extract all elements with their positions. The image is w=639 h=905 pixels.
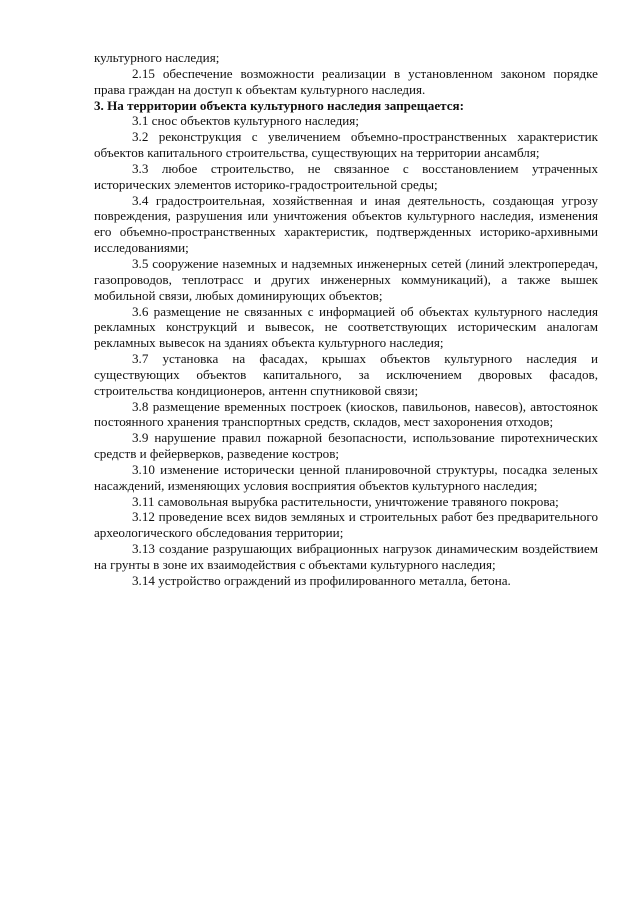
- item-3-12: 3.12 проведение всех видов земляных и строительных работ без предварительного археологического обследования территории;: [94, 509, 598, 541]
- item-3-4: 3.4 градостроительная, хозяйственная и иная деятельность, создающая угрозу повреждения, разрушения или уничтожения объектов культурного наследия, изменения его объемно-пространственных характеристик, подтвержденных историко-архивными исследованиями;: [94, 192, 598, 256]
- item-3-8: 3.8 размещение временных построек (киосков, павильонов, навесов), автостоянок постоянного хранения транспортных средств, складов, мест захоронения отходов;: [94, 398, 598, 430]
- item-2-15: 2.15 обеспечение возможности реализации в установленном законом порядке права граждан на доступ к объектам культурного наследия.: [94, 65, 598, 97]
- item-3-10: 3.10 изменение исторически ценной планировочной структуры, посадка зеленых насаждений, изменяющих условия восприятия объектов культурного наследия;: [94, 461, 598, 493]
- item-3-5: 3.5 сооружение наземных и надземных инженерных сетей (линий электропередач, газопроводов, теплотрасс и других инженерных коммуникаций), а также вышек мобильной связи, любых доминирующих объектов;: [94, 255, 598, 303]
- item-3-6: 3.6 размещение не связанных с информацией об объектах культурного наследия рекламных конструкций и вывесок, не соответствующих историческим аналогам рекламных вывесок на зданиях объекта культурного наследия;: [94, 303, 598, 351]
- document-page: [94, 50, 598, 589]
- item-3-13: 3.13 создание разрушающих вибрационных нагрузок динамическим воздействием на грунты в зоне их взаимодействия с объектами культурного наследия;: [94, 541, 598, 572]
- item-3-7: 3.7 установка на фасадах, крышах объектов культурного наследия и существующих объектов капитального, за исключением дворовых фасадов, строительства кондиционеров, антенн спутниковой связи;: [94, 351, 598, 398]
- section-3-heading: 3. На территории объекта культурного наследия запрещается:: [94, 97, 464, 113]
- continuation-text: культурного наследия;: [94, 50, 220, 65]
- item-3-2: 3.2 реконструкция с увеличением объемно-пространственных характеристик объектов капитального строительства, существующих на территории ансамбля;: [94, 129, 598, 161]
- item-3-14: 3.14 устройство ограждений из профилированного металла, бетона.: [132, 572, 511, 588]
- item-3-3: 3.3 любое строительство, не связанное с восстановлением утраченных исторических элементов историко-градостроительной среды;: [94, 160, 598, 192]
- item-3-9: 3.9 нарушение правил пожарной безопасности, использование пиротехнических средств и фейерверков, разведение костров;: [94, 430, 598, 462]
- item-3-1: 3.1 снос объектов культурного наследия;: [132, 113, 359, 129]
- item-3-11: 3.11 самовольная вырубка растительности, уничтожение травяного покрова;: [132, 493, 559, 509]
